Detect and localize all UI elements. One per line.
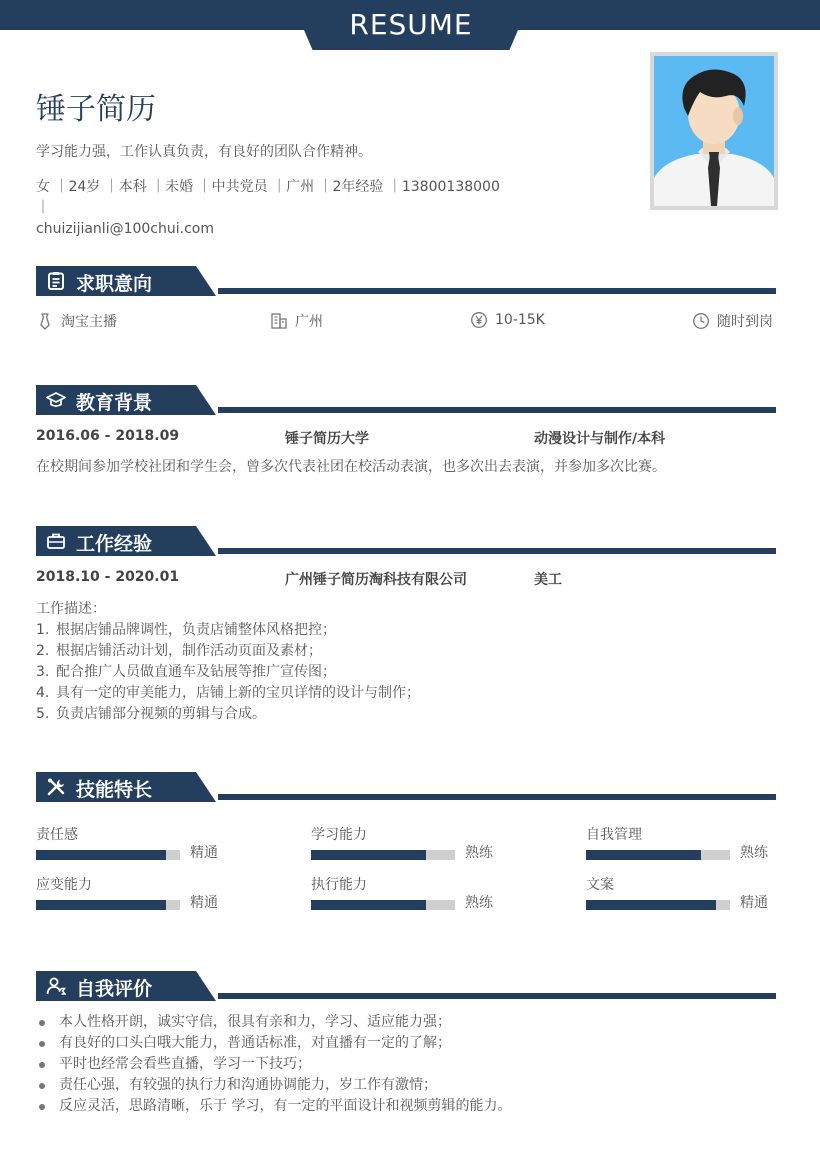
- skill-bar: [36, 850, 180, 860]
- candidate-name: 锤子简历: [36, 92, 156, 127]
- section-title: 工作经验: [76, 533, 153, 555]
- skill-level: 熟练: [465, 895, 493, 911]
- tools-icon: [46, 777, 66, 797]
- section-rule: [218, 548, 776, 554]
- list-text: 负责店铺部分视频的剪辑与合成。: [56, 706, 266, 722]
- skill-item: [586, 874, 776, 918]
- skill-level: 熟练: [465, 845, 493, 861]
- skill-level: 熟练: [740, 845, 768, 861]
- intent-availability: [692, 311, 773, 331]
- list-text: 反应灵活，思路清晰，乐于 学习，有一定的平面设计和视频剪辑的能力。: [59, 1098, 512, 1114]
- bullet-dot: [39, 1020, 45, 1026]
- job-intent-row: [36, 311, 776, 333]
- education-row: [36, 428, 776, 448]
- tie-icon: [36, 312, 54, 330]
- list-item: [36, 620, 420, 641]
- section-rule: [218, 288, 776, 294]
- profile-info-line1: 女 ｜24岁 ｜本科 ｜未婚 ｜中共党员 ｜广州 ｜2年经验 ｜13800138000 ｜: [36, 179, 500, 216]
- education-school: 锤子简历大学: [285, 431, 369, 447]
- self-evaluation-list: [36, 1012, 511, 1117]
- list-text: 配合推广人员做直通车及钻展等推广宣传图；: [56, 664, 336, 680]
- work-company: 广州锤子简历淘科技有限公司: [285, 572, 467, 588]
- section-rule: [218, 993, 776, 999]
- work-desc-label: 工作描述：: [36, 601, 106, 617]
- skill-level: 精通: [740, 895, 768, 911]
- bullet-dot: [39, 1104, 45, 1110]
- skill-name: 应变能力: [36, 877, 92, 893]
- section-rule: [218, 794, 776, 800]
- skill-name: 执行能力: [311, 877, 367, 893]
- resume-title: RESUME: [349, 8, 473, 41]
- intent-salary: [470, 311, 545, 329]
- section-work-header: [36, 526, 776, 556]
- list-item: [36, 704, 420, 725]
- profile-info: [36, 177, 506, 240]
- education-description: 在校期间参加学校社团和学生会，曾多次代表社团在校活动表演，也多次出去表演，并参加多次比赛。: [36, 459, 666, 475]
- skill-bar-fill: [586, 850, 701, 860]
- skill-bar: [311, 850, 455, 860]
- skill-item: [311, 824, 501, 868]
- user-icon: [46, 976, 66, 996]
- list-text: 本人性格开朗，诚实守信，很具有亲和力，学习、适应能力强；: [59, 1014, 451, 1030]
- list-item: [36, 1033, 511, 1054]
- list-text: 具有一定的审美能力，店铺上新的宝贝详情的设计与制作；: [56, 685, 420, 701]
- list-text: 责任心强，有较强的执行力和沟通协调能力，岁工作有激情；: [59, 1077, 437, 1093]
- skill-name: 自我管理: [586, 827, 642, 843]
- profile-email: chuizijianli@100chui.com: [36, 221, 214, 237]
- education-period: 2016.06 - 2018.09: [36, 428, 180, 444]
- section-evaluation-header: [36, 971, 776, 1001]
- skill-item: [311, 874, 501, 918]
- skill-item: [36, 824, 226, 868]
- education-major: 动漫设计与制作/本科: [534, 431, 666, 447]
- work-period: 2018.10 - 2020.01: [36, 569, 180, 585]
- bullet-dot: [39, 1041, 45, 1047]
- skill-item: [586, 824, 776, 868]
- intent-position-text: 淘宝主播: [61, 314, 117, 330]
- section-title: 教育背景: [76, 392, 153, 414]
- briefcase-icon: [46, 531, 66, 551]
- skill-bar: [36, 900, 180, 910]
- skill-item: [36, 874, 226, 918]
- clipboard-icon: [46, 271, 66, 291]
- section-intent-header: [36, 266, 776, 296]
- list-number: 3.: [36, 664, 50, 680]
- yen-coin-icon: [470, 311, 488, 329]
- skill-bar-fill: [311, 900, 426, 910]
- section-skills-header: [36, 772, 776, 802]
- list-text: 根据店铺品牌调性，负责店铺整体风格把控；: [56, 622, 336, 638]
- skill-name: 学习能力: [311, 827, 367, 843]
- bullet-dot: [39, 1062, 45, 1068]
- list-item: [36, 641, 420, 662]
- skill-name: 责任感: [36, 827, 78, 843]
- section-rule: [218, 407, 776, 413]
- skill-name: 文案: [586, 877, 614, 893]
- intent-city: [270, 311, 323, 331]
- section-title: 求职意向: [76, 273, 153, 295]
- intent-position: [36, 311, 117, 331]
- building-icon: [270, 312, 288, 330]
- list-item: [36, 1012, 511, 1033]
- skill-bar: [586, 850, 730, 860]
- list-item: [36, 1054, 511, 1075]
- skill-bar-fill: [311, 850, 426, 860]
- list-text: 根据店铺活动计划，制作活动页面及素材；: [56, 643, 322, 659]
- skill-level: 精通: [190, 845, 218, 861]
- work-role: 美工: [534, 572, 562, 588]
- work-duty-list: [36, 620, 420, 725]
- list-item: [36, 1096, 511, 1117]
- list-number: 2.: [36, 643, 50, 659]
- list-item: [36, 662, 420, 683]
- list-item: [36, 683, 420, 704]
- intent-salary-text: 10-15K: [495, 312, 545, 328]
- skill-bar-fill: [36, 850, 166, 860]
- avatar-photo: [650, 52, 778, 210]
- bullet-dot: [39, 1083, 45, 1089]
- list-text: 有良好的口头白哦大能力，普通话标准，对直播有一定的了解；: [59, 1035, 451, 1051]
- skill-bar: [311, 900, 455, 910]
- skill-bar-fill: [586, 900, 716, 910]
- list-text: 平时也经常会看些直播，学习一下技巧；: [59, 1056, 311, 1072]
- section-title: 自我评价: [76, 978, 153, 1000]
- section-title: 技能特长: [76, 779, 153, 801]
- avatar-illustration: [654, 56, 774, 206]
- intent-availability-text: 随时到岗: [717, 314, 773, 330]
- graduation-cap-icon: [46, 390, 66, 410]
- skill-bar-fill: [36, 900, 166, 910]
- skill-level: 精通: [190, 895, 218, 911]
- list-number: 4.: [36, 685, 50, 701]
- intent-city-text: 广州: [295, 314, 323, 330]
- list-item: [36, 1075, 511, 1096]
- list-number: 1.: [36, 622, 50, 638]
- skill-bar: [586, 900, 730, 910]
- list-number: 5.: [36, 706, 50, 722]
- clock-icon: [692, 312, 710, 330]
- section-education-header: [36, 385, 776, 415]
- work-row: [36, 569, 776, 589]
- profile-slogan: 学习能力强，工作认真负责，有良好的团队合作精神。: [36, 144, 372, 160]
